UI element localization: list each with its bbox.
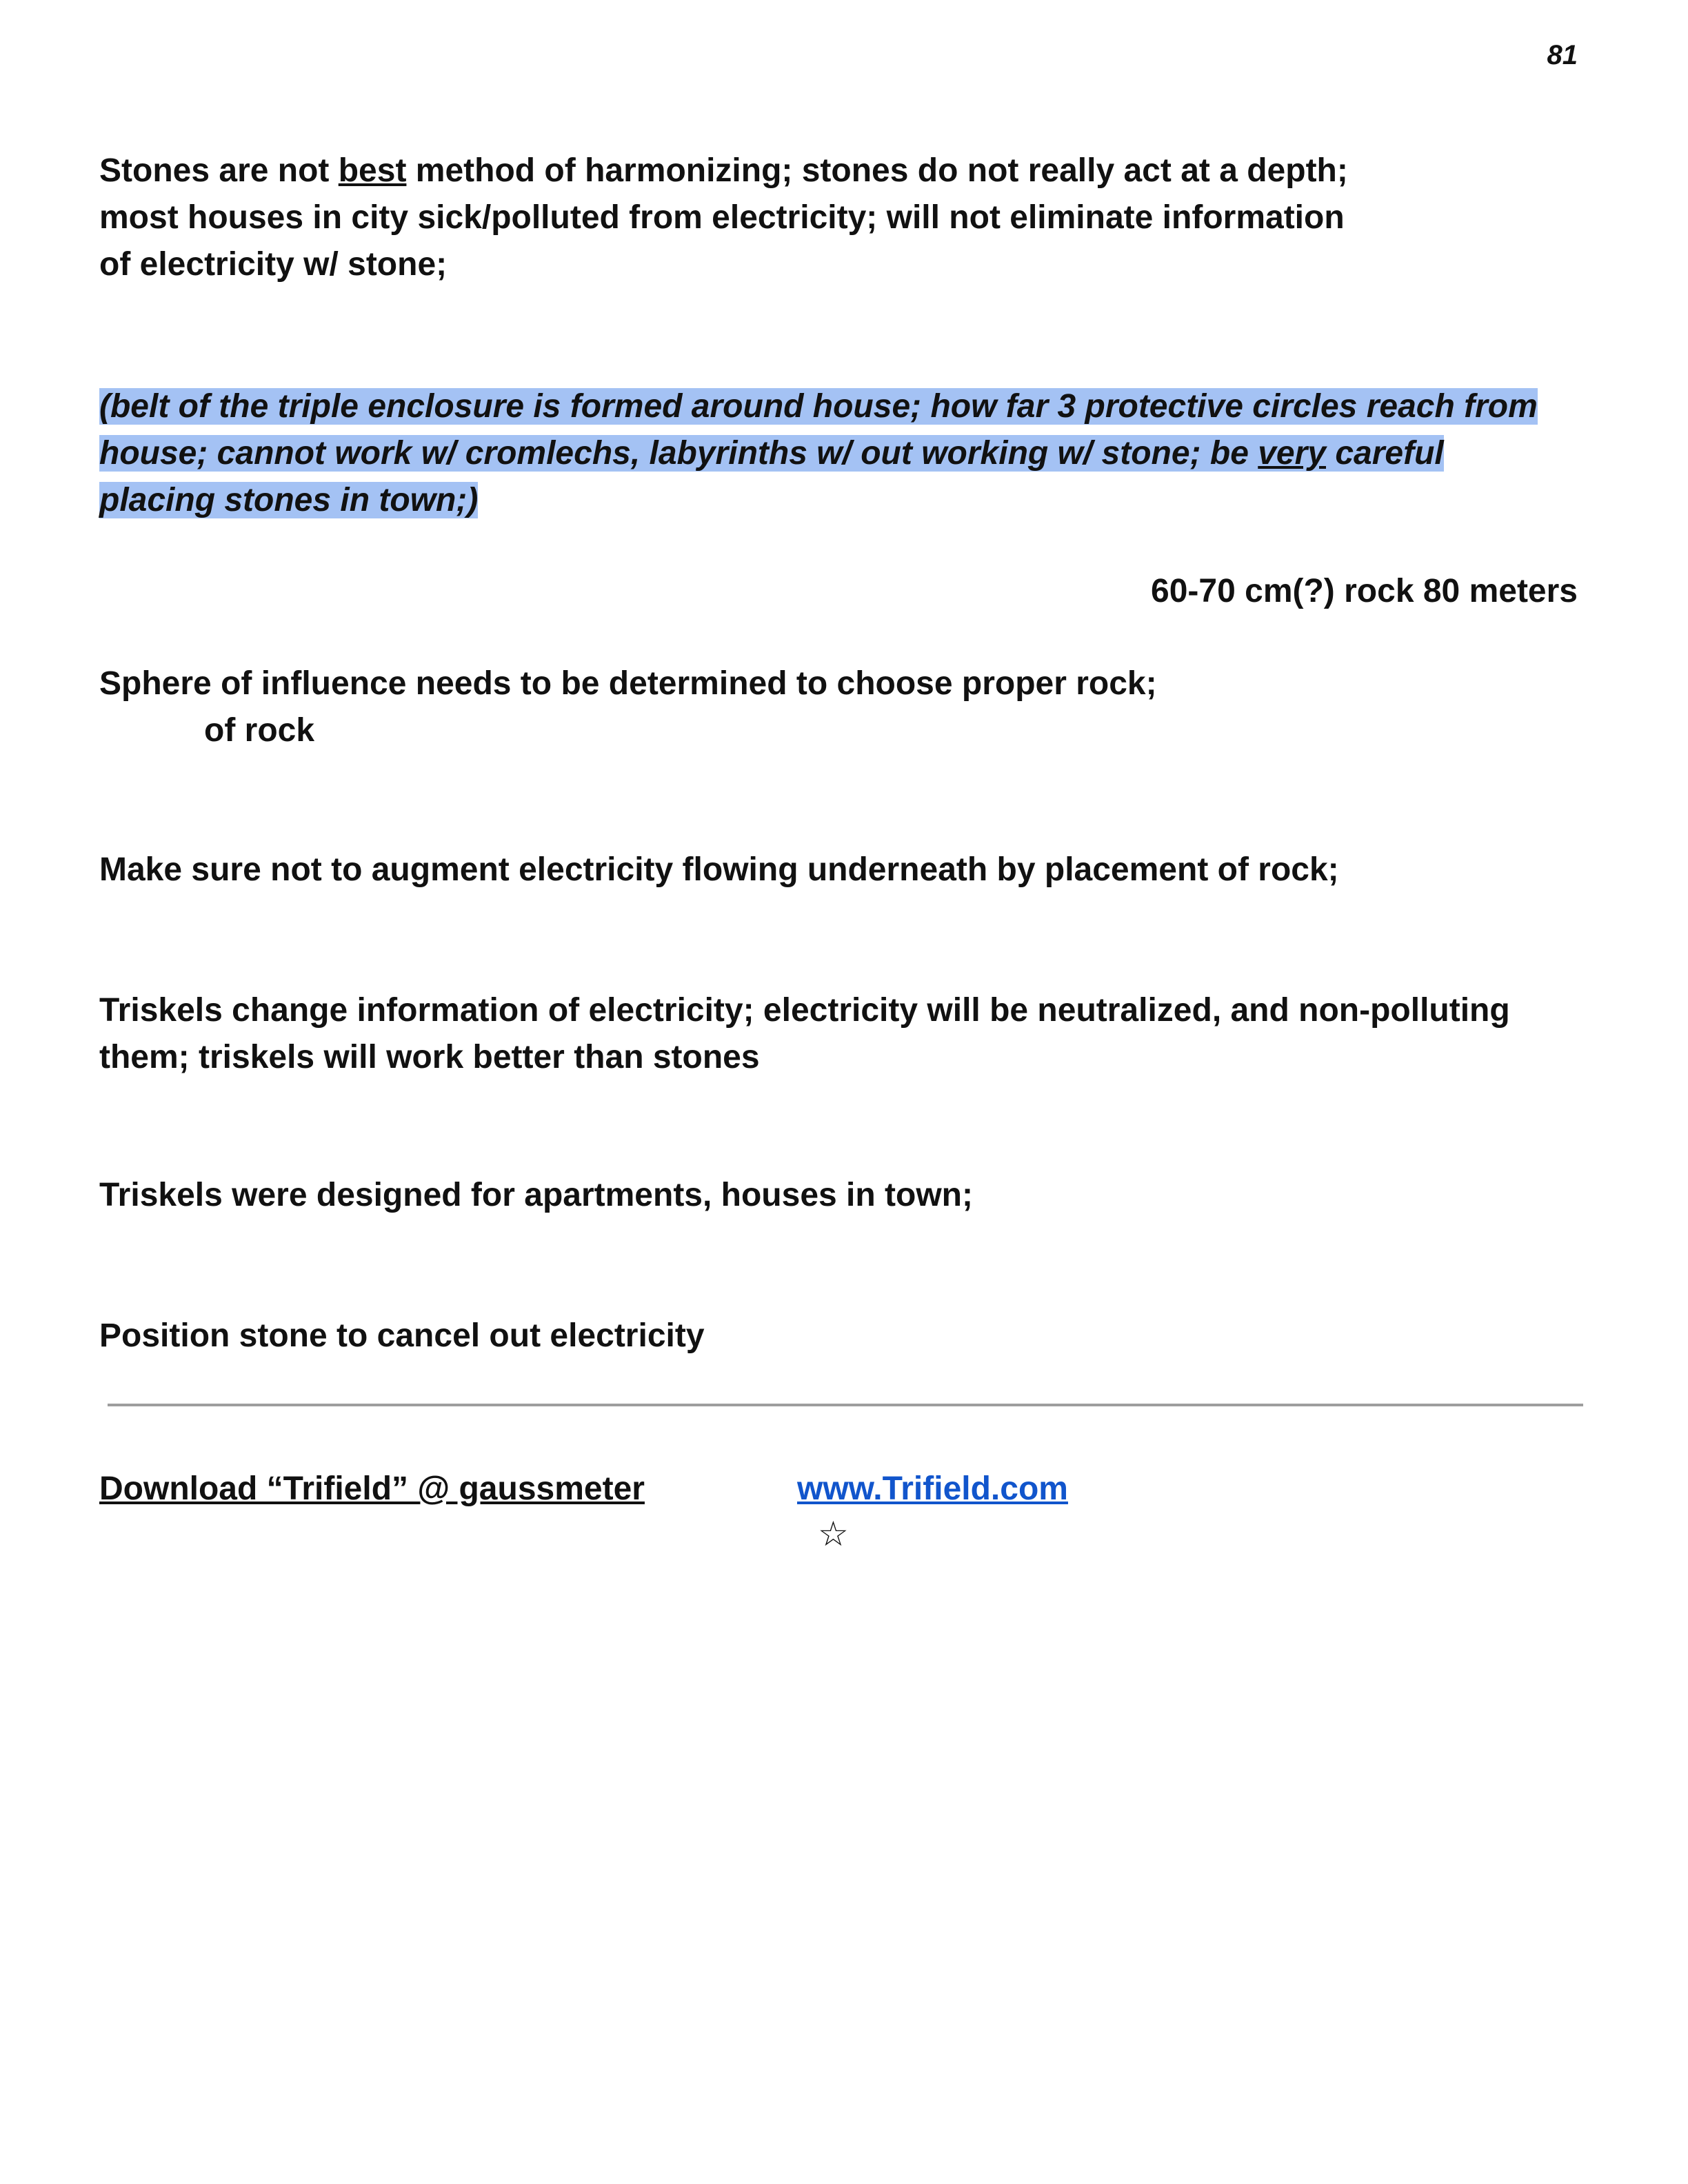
text-line: most houses in city sick/polluted from electricity; will not eliminate information	[99, 199, 1345, 236]
text-line	[99, 477, 1538, 524]
right-aligned-note: 60-70 cm(?) rock 80 meters	[1151, 573, 1578, 609]
paragraph-triskels-designed	[99, 1172, 973, 1219]
text-line: Triskels were designed for apartments, houses in town;	[99, 1177, 973, 1213]
underlined-word: very	[1258, 435, 1326, 472]
text-line: Position stone to cancel out electricity	[99, 1317, 705, 1354]
text-span: Stones are not	[99, 152, 339, 189]
text-line: Sphere of influence needs to be determined to choose proper rock;	[99, 665, 1157, 702]
highlighted-text: (belt of the triple enclosure is formed around house; how far 3 protective circles reach from	[99, 388, 1538, 425]
paragraph-position-stone	[99, 1313, 705, 1359]
highlighted-paragraph-triple-enclosure	[99, 383, 1538, 524]
star-icon: ☆	[818, 1514, 849, 1554]
underlined-word: best	[338, 152, 407, 189]
download-note: Download “Trifield” @ gaussmeter	[99, 1470, 645, 1507]
text-line: Triskels change information of electricity; electricity will be neutralized, and non-polluting	[99, 992, 1510, 1029]
text-line: of electricity w/ stone;	[99, 246, 448, 283]
text-line: them; triskels will work better than stones	[99, 1039, 760, 1075]
text-line: of rock	[204, 712, 315, 749]
horizontal-divider	[108, 1404, 1583, 1406]
paragraph-sphere-of-influence	[99, 660, 1157, 754]
paragraph-triskels-change	[99, 987, 1510, 1081]
text-span: method of harmonizing; stones do not really act at a depth;	[406, 152, 1348, 189]
text-line	[99, 430, 1538, 477]
page-number: 81	[1547, 40, 1578, 70]
trifield-link[interactable]: www.Trifield.com	[797, 1470, 1068, 1507]
text-line	[99, 148, 1348, 194]
text-line	[99, 383, 1538, 430]
highlighted-text	[99, 435, 1444, 472]
text-span: careful	[1326, 435, 1444, 472]
text-line: Make sure not to augment electricity flowing underneath by placement of rock;	[99, 851, 1339, 888]
paragraph-augment-electricity	[99, 847, 1339, 893]
highlighted-text: placing stones in town;)	[99, 482, 479, 518]
paragraph-stones-harmonizing	[99, 148, 1348, 288]
text-span: house; cannot work w/ cromlechs, labyrinths w/ out working w/ stone; be	[99, 435, 1258, 472]
